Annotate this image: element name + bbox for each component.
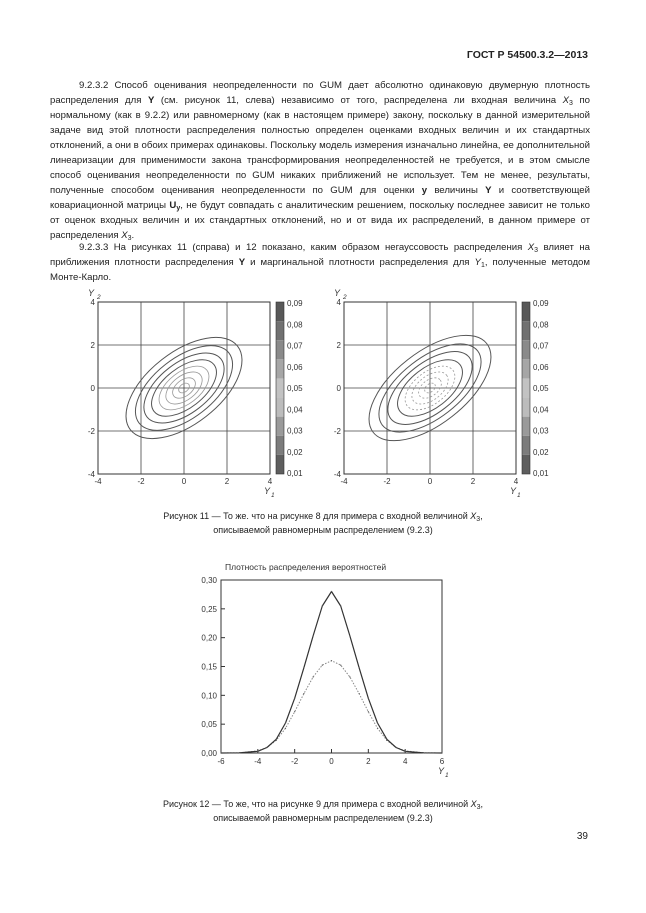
colorbar-tick-label: 0,08: [287, 320, 303, 330]
figure-12-caption: Рисунок 12 — То же, что на рисунке 9 для примера с входной величиной $X_3$, описываемой равномерным распределением (9.2.3): [162, 799, 484, 823]
y-tick-label: -2: [333, 427, 341, 436]
y-axis-label: Y: [333, 288, 340, 298]
y-axis-label-sub: 2: [97, 294, 101, 301]
y-tick-label: -2: [87, 427, 95, 436]
data-point: [322, 605, 323, 606]
data-point: [294, 711, 295, 712]
page-number: 39: [576, 831, 588, 842]
x-axis-label-sub: 1: [517, 492, 521, 499]
x-tick-label: 0: [181, 477, 187, 486]
y-tick-label: -4: [87, 470, 95, 479]
data-point: [276, 739, 277, 740]
page-header: ГОСТ Р 54500.3.2—2013: [466, 49, 588, 61]
y-tick-label: 0: [90, 384, 95, 393]
x-tick-label: -2: [291, 757, 299, 766]
x-tick-label: -4: [254, 757, 262, 766]
y-tick-label: 0,15: [201, 662, 217, 672]
series-line-2: [221, 592, 442, 754]
colorbar-tick-label: 0,07: [287, 341, 303, 351]
x-tick-label: 4: [267, 477, 273, 486]
chart-title: Плотность распределения вероятностей: [225, 562, 387, 572]
colorbar-tick-label: 0,02: [533, 447, 549, 457]
data-point: [294, 698, 295, 699]
x-tick-label: -4: [340, 477, 348, 486]
y-tick-label: 0,00: [201, 749, 217, 758]
y-tick-label: 4: [90, 298, 95, 307]
data-point: [312, 676, 313, 677]
data-point: [285, 728, 286, 729]
paragraph-9-2-3-2: 9.2.3.2 Способ оценивания неопределенности по GUM дает абсолютно одинаковую двумерную плотность распределения для Y (см. рисунок 11, слева) независимо от того, распределена ли входная величина $X_3$ по нормальному (как в 9.2.2) или равномерному (как в настоящем примере) закону, поскольку в данной измерительной задаче вид этой плотности распределения полностью определен оценками входных величин и их стандартных отклонений, а они в обоих примерах одинаковы. Поскольку модель измерения изначально линейна, ее дополнительной линеаризации для применимости закона трансформирования неопределенностей не требуется, и в этом смысле способ оценивания неопределенности по GUM никаких приближений не использует. Тем не менее, результаты, полученные способом оценивания неопределенности по GUM для оценки y величины Y и соответствующей ковариационной матрицы $U_y$, не будут совпадать с аналитическим решением, поскольку последнее зависит не только от оценок входных величин и их стандартных отклонений, но и от вида их распределений, в данном примере от распределения $X_3$.: [50, 80, 590, 242]
data-point: [257, 751, 258, 752]
data-point: [266, 747, 267, 748]
x-tick-label: 2: [470, 477, 476, 486]
data-point: [220, 752, 221, 753]
colorbar-tick-label: 0,03: [533, 426, 549, 436]
data-point: [368, 711, 369, 712]
x-tick-label: 2: [366, 757, 371, 766]
y-tick-label: 0,30: [201, 576, 217, 585]
y-tick-label: 0,25: [201, 604, 217, 614]
data-point: [285, 722, 286, 723]
data-point: [349, 635, 350, 636]
x-tick-label: -6: [217, 757, 225, 766]
y-tick-label: 2: [336, 341, 341, 350]
data-point: [395, 747, 396, 748]
y-axis-label: Y: [87, 288, 94, 298]
data-point: [340, 605, 341, 606]
y-tick-label: 0,05: [201, 720, 217, 730]
data-point: [312, 635, 313, 636]
data-point: [359, 667, 360, 668]
x-tick-label: -2: [383, 477, 391, 486]
figure-11-caption: Рисунок 11 — То же. что на рисунке 8 для примера с входной величиной $X_3$, описываемой равномерным распределением (9.2.3): [163, 511, 483, 535]
y-axis-label-sub: 2: [343, 294, 347, 301]
x-axis-label-sub: 1: [271, 492, 275, 499]
x-tick-label: -4: [94, 477, 102, 486]
x-tick-label: 6: [439, 757, 445, 766]
colorbar-tick-label: 0,06: [287, 362, 303, 372]
y-tick-label: 2: [90, 341, 95, 350]
y-tick-label: 0,10: [201, 691, 217, 701]
data-point: [239, 752, 240, 753]
data-point: [331, 591, 332, 592]
data-point: [405, 751, 406, 752]
data-point: [331, 660, 332, 661]
colorbar-tick-label: 0,04: [287, 405, 303, 415]
y-tick-label: -4: [333, 470, 341, 479]
paragraph-9-2-3-3: 9.2.3.3 На рисунках 11 (справа) и 12 показано, каким образом негауссовость распределения $X_3$ влияет на приближения плотности распределения Y и маргинальной плотности распределения для $Y_1$, полученные методом Монте-Карло.: [50, 242, 590, 283]
x-tick-label: 4: [513, 477, 519, 486]
x-tick-label: 0: [427, 477, 433, 486]
x-tick-label: -2: [137, 477, 145, 486]
y-tick-label: 0,20: [201, 633, 217, 643]
colorbar-tick-label: 0,03: [287, 426, 303, 436]
x-tick-label: 2: [224, 477, 230, 486]
series-line-1: [221, 661, 442, 753]
x-axis-label-sub: 1: [445, 772, 449, 779]
colorbar-tick-label: 0,08: [533, 320, 549, 330]
data-point: [359, 693, 360, 694]
colorbar-tick-label: 0,01: [533, 469, 549, 478]
colorbar-tick-label: 0,09: [287, 299, 303, 308]
data-point: [303, 693, 304, 694]
data-point: [322, 665, 323, 666]
x-axis-label: Y: [264, 486, 271, 496]
x-tick-label: 4: [402, 757, 408, 766]
data-point: [303, 667, 304, 668]
y-tick-label: 0: [336, 384, 341, 393]
data-point: [349, 676, 350, 677]
x-tick-label: 0: [329, 757, 334, 766]
colorbar-tick-label: 0,04: [533, 405, 549, 415]
colorbar-tick-label: 0,05: [533, 384, 549, 393]
data-point: [340, 665, 341, 666]
colorbar-tick-label: 0,07: [533, 341, 549, 351]
data-point: [386, 739, 387, 740]
plot-frame: [221, 580, 442, 753]
x-axis-label: Y: [510, 486, 517, 496]
data-point: [377, 728, 378, 729]
data-point: [368, 698, 369, 699]
data-point: [441, 752, 442, 753]
colorbar-tick-label: 0,01: [287, 469, 303, 478]
data-point: [423, 752, 424, 753]
x-axis-label: Y: [438, 766, 445, 776]
data-point: [377, 722, 378, 723]
colorbar-tick-label: 0,06: [533, 362, 549, 372]
colorbar-tick-label: 0,09: [533, 299, 549, 308]
colorbar-tick-label: 0,05: [287, 384, 303, 393]
y-tick-label: 4: [336, 298, 341, 307]
colorbar-tick-label: 0,02: [287, 447, 303, 457]
